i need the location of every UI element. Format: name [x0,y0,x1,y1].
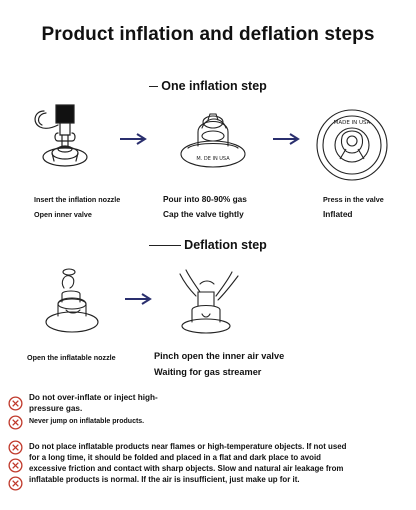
warning-item [8,392,412,416]
valve-ring-text: MADE IN USA [333,120,371,126]
deflation-step2-line1: Pinch open the inner air valve [154,351,285,361]
warning-item [8,441,412,489]
arrow-icon [272,132,300,146]
capped-valve-illustration [176,108,250,170]
warning-text: inflatable products is normal. If the air is insufficient, just make up for it. [29,475,300,484]
deflation-step2-line2: Waiting for gas streamer [154,367,262,377]
inflation-heading [0,79,416,93]
inflation-step2-line1: Pour into 80-90% gas [163,194,247,204]
deflation-heading [0,238,416,252]
prohibited-icon [8,440,23,455]
open-nozzle-illustration [40,266,100,336]
inflation-heading-text: One inflation step [161,79,267,93]
warning-text: for a long time, it should be folded and placed in a flat and dark place to avoid [29,453,321,462]
prohibited-icon [8,415,23,430]
warning-text: Never jump on inflatable products. [29,418,145,425]
heading-rule [149,86,158,87]
deflation-step1-line1: Open the inflatable nozzle [27,353,116,362]
warning-text: excessive friction and contact with sharp objects. Slow and natural air leakage from [29,464,344,473]
inflation-step3-line1: Press in the valve [323,195,384,204]
warning-item [8,416,412,430]
pressed-valve-illustration [314,107,390,183]
arrow-icon [124,292,152,306]
pinch-valve-illustration [170,266,244,338]
inflation-step1-line2: Open inner valve [34,210,92,219]
heading-rule [149,245,181,246]
warning-text: pressure gas. [29,404,83,413]
valve-stamp-text: M. DE IN USA [196,156,230,162]
arrow-icon [119,132,147,146]
inflation-step1-line1: Insert the inflation nozzle [34,195,121,204]
warning-text: Do not place inflatable products near flames or high-temperature objects. If not used [29,442,347,451]
warning-text: Do not over-inflate or inject high- [29,393,158,402]
inflation-step2-line2: Cap the valve tightly [163,209,244,219]
page-title: Product inflation and deflation steps [41,24,375,45]
deflation-heading-text: Deflation step [184,238,267,252]
prohibited-icon [8,476,23,491]
prohibited-icon [8,396,23,411]
prohibited-icon [8,458,23,473]
inflation-nozzle-illustration [24,103,104,175]
inflation-step3-line2: Inflated [323,209,353,219]
